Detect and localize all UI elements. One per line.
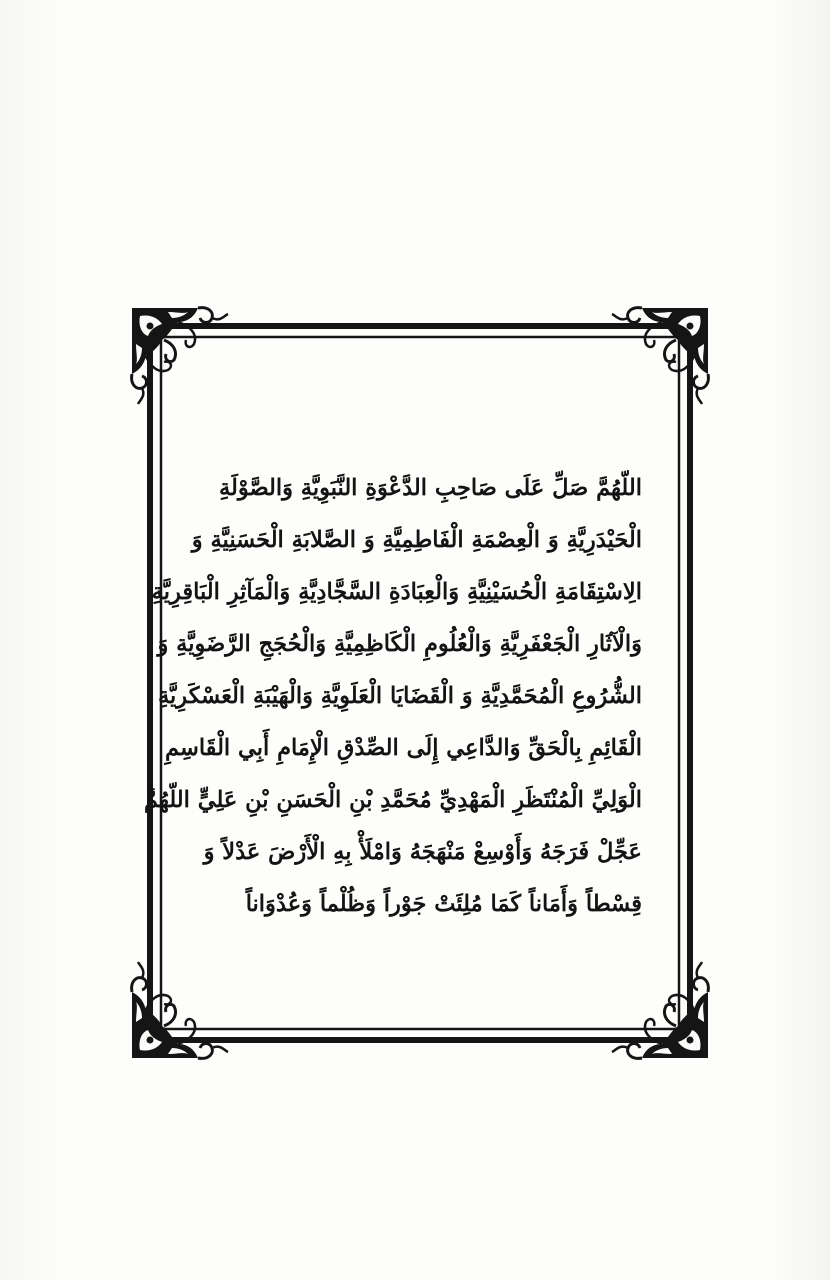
- prayer-line-4: وَالْآثَارِ الْجَعْفَرِيَّةِ وَالْعُلُومِ الْكَاظِمِيَّةِ وَالْحُجَجِ الرَّضَوِيَّةِ وَ: [157, 631, 642, 657]
- prayer-line-2: الْحَيْدَرِيَّةِ وَ الْعِصْمَةِ الْفَاطِمِيَّةِ وَ الصَّلابَةِ الْحَسَنِيَّةِ وَ: [191, 527, 642, 553]
- prayer-line-1: اللّهُمَّ صَلِّ عَلَى صَاحِبِ الدَّعْوَةِ النَّبَوِيَّةِ وَالصَّوْلَةِ: [218, 475, 642, 501]
- prayer-line-9: قِسْطاً وَأَمَاناً كَمَا مُلِئَتْ جَوْراً وَظُلْماً وَعُدْوَاناً: [245, 891, 642, 917]
- prayer-line-3: الِاسْتِقَامَةِ الْحُسَيْنِيَّةِ وَالْعِبَادَةِ السَّجَّادِيَّةِ وَالْمَآثِرِ الْبَاقِرِيَّةِ: [151, 579, 642, 605]
- prayer-line-5: الشُّرُوعِ الْمُحَمَّدِيَّةِ وَ الْقَضَايَا الْعَلَوِيَّةِ وَالْهَيْبَةِ الْعَسْكَرِيَّةِ: [157, 683, 642, 709]
- prayer-text: [143, 462, 642, 930]
- prayer-line-8: عَجِّلْ فَرَجَهُ وَأَوْسِعْ مَنْهَجَهُ وَامْلَأْ بِهِ الْأَرْضَ عَدْلاً وَ: [203, 839, 642, 865]
- prayer-line-7: الْوَلِيِّ الْمُنْتَظَرِ الْمَهْدِيِّ مُحَمَّدِ بْنِ الْحَسَنِ بْنِ عَلِيٍّ اللّهُمَّ: [143, 787, 642, 813]
- prayer-line-6: الْقَائِمِ بِالْحَقِّ وَالدَّاعِي إِلَى الصِّدْقِ الْإِمَامِ أَبِي الْقَاسِمِ: [165, 735, 642, 761]
